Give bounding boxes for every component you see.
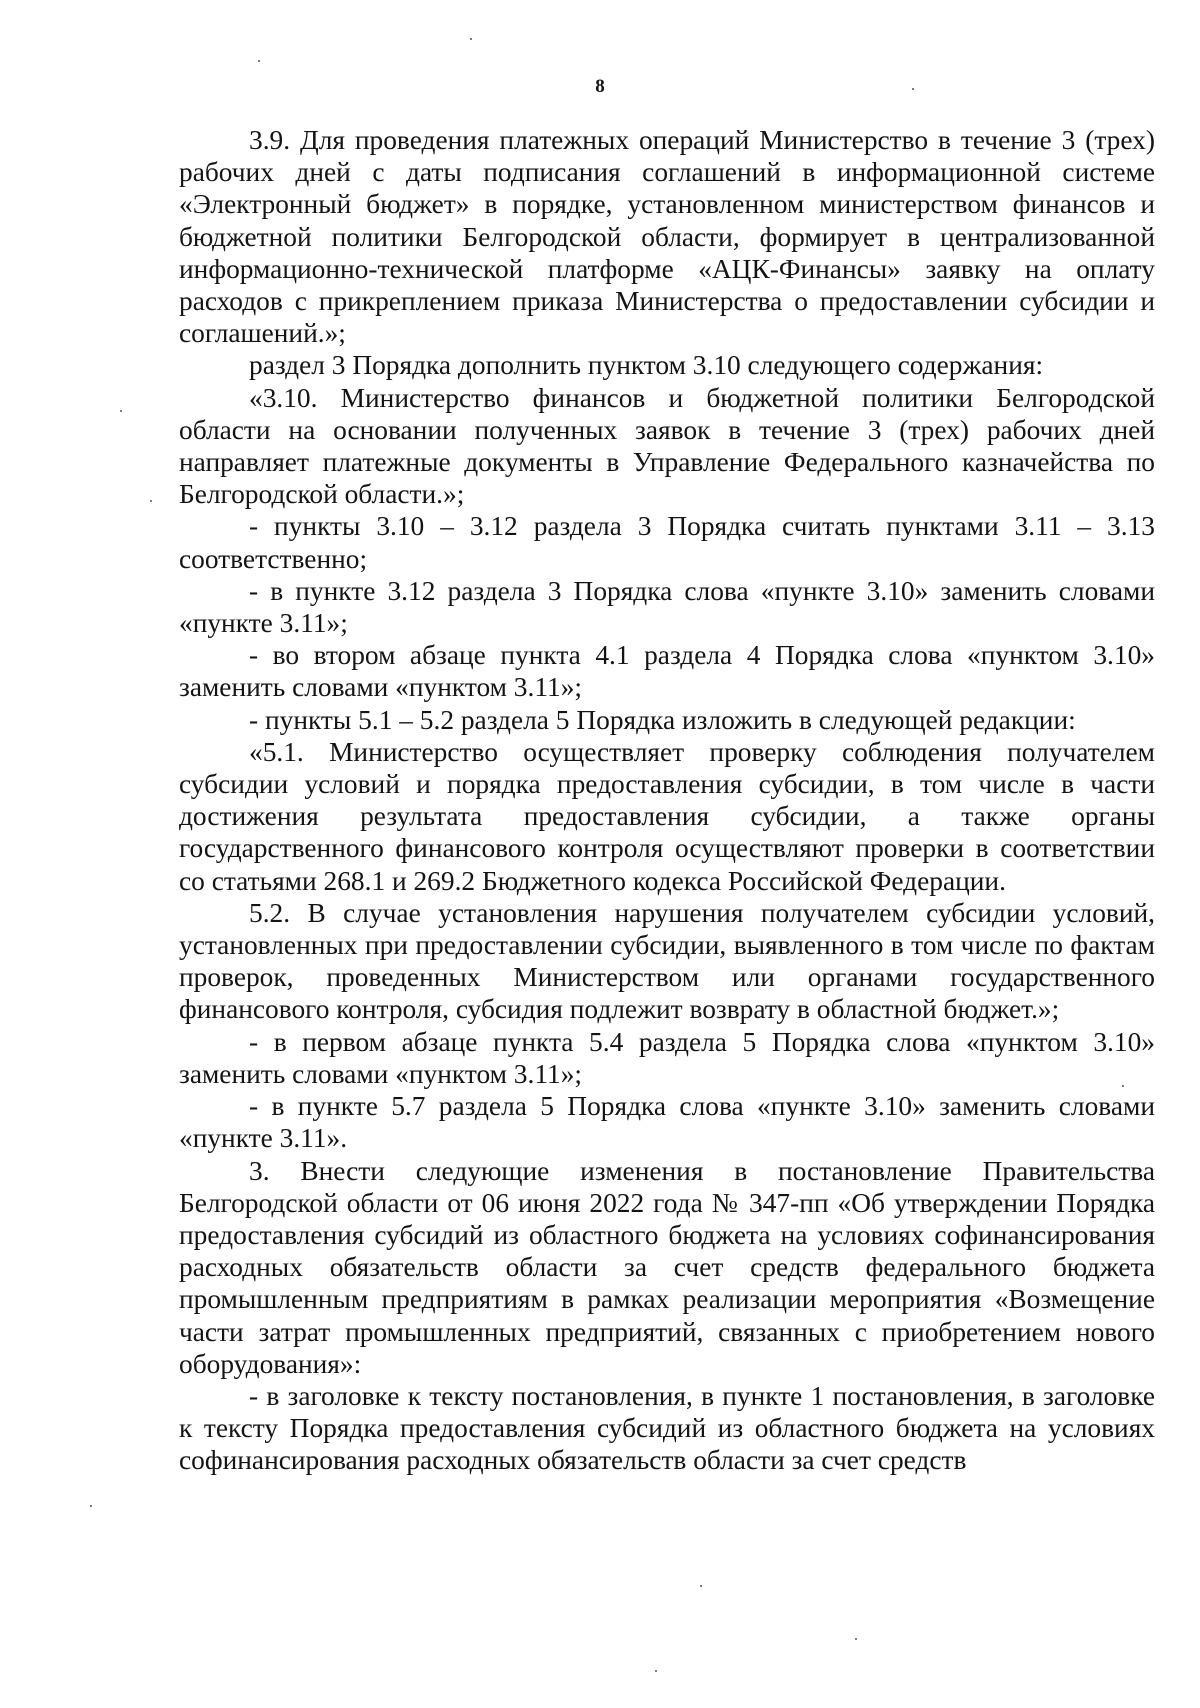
paragraph-title-change: - в заголовке к тексту постановления, в пункте 1 постановления, в заголовке к тексту Порядка предоставления субсидий из областного бюджета на условиях софинансирования расходных обязательств области за счет средств (179, 1380, 1155, 1476)
scan-speck (855, 1638, 857, 1640)
scan-speck (700, 1585, 702, 1587)
scan-speck (470, 38, 472, 40)
paragraph-3-12-change: - в пункте 3.12 раздела 3 Порядка слова «пункте 3.10» заменить словами «пункте 3.11»; (179, 575, 1155, 639)
paragraph-5-1-5-2-intro: - пункты 5.1 – 5.2 раздела 5 Порядка изложить в следующей редакции: (249, 704, 1076, 735)
scan-speck (912, 88, 914, 90)
paragraph-5-7-change: - в пункте 5.7 раздела 5 Порядка слова «пункте 3.10» заменить словами «пункте 3.11». (179, 1091, 1155, 1154)
paragraph-section3-addition: раздел 3 Порядка дополнить пунктом 3.10 следующего содержания: (249, 350, 1044, 381)
paragraph-item-3: 3. Внести следующие изменения в постановление Правительства Белгородской области от 06 июня 2022 года № 347-пп «Об утверждении Порядка предоставления субсидий из областного бюджета на условиях софинансирования расходных обязательств области за счет средств федерального бюджета промышленным предприятиям в рамках реализации мероприятия «Возмещение части затрат промышленных предприятий, связанных с приобретением нового оборудования»: (179, 1155, 1155, 1379)
paragraph-4-1-change: - во втором абзаце пункта 4.1 раздела 4 Порядка слова «пунктом 3.10» заменить словами «пунктом 3.11»; (179, 640, 1155, 703)
scan-speck (655, 1670, 657, 1672)
scan-speck (150, 500, 152, 502)
document-body (179, 124, 1155, 1477)
scan-speck (1122, 1085, 1124, 1087)
scan-speck (258, 60, 260, 62)
paragraph-3-10: «3.10. Министерство финансов и бюджетной политики Белгородской области на основании полученных заявок в течение 3 (трех) рабочих дней направляет платежные документы в Управление Федерального казначейства по Белгородской области.»; (179, 382, 1155, 510)
paragraph-5-4-change: - в первом абзаце пункта 5.4 раздела 5 Порядка слова «пунктом 3.10» заменить словами «пунктом 3.11»; (179, 1026, 1155, 1089)
paragraph-3-9: 3.9. Для проведения платежных операций Министерство в течение 3 (трех) рабочих дней с даты подписания соглашений в информационной системе «Электронный бюджет» в порядке, установленном министерством финансов и бюджетной политики Белгородской области, формирует в централизованной информационно-технической платформе «АЦК-Финансы» заявку на оплату расходов с прикреплением приказа Министерства о предоставлении субсидии и соглашений.»; (179, 125, 1155, 349)
paragraph-5-1: «5.1. Министерство осуществляет проверку соблюдения получателем субсидии условий и порядка предоставления субсидии, в том числе в части достижения результата предоставления субсидии, а также органы государственного финансового контроля осуществляют проверки в соответствии со статьями 268.1 и 269.2 Бюджетного кодекса Российской Федерации. (179, 736, 1155, 896)
paragraph-renumber: - пункты 3.10 – 3.12 раздела 3 Порядка считать пунктами 3.11 – 3.13 соответственно; (179, 511, 1155, 574)
scan-speck (90, 1505, 92, 1507)
page-number: 8 (595, 76, 605, 97)
paragraph-5-2: 5.2. В случае установления нарушения получателем субсидии условий, установленных при предоставлении субсидии, выявленного в том числе по фактам проверок, проведенных Министерством или органами государственного финансового контроля, субсидия подлежит возврату в областной бюджет.»; (179, 897, 1155, 1025)
scan-speck (120, 410, 122, 412)
